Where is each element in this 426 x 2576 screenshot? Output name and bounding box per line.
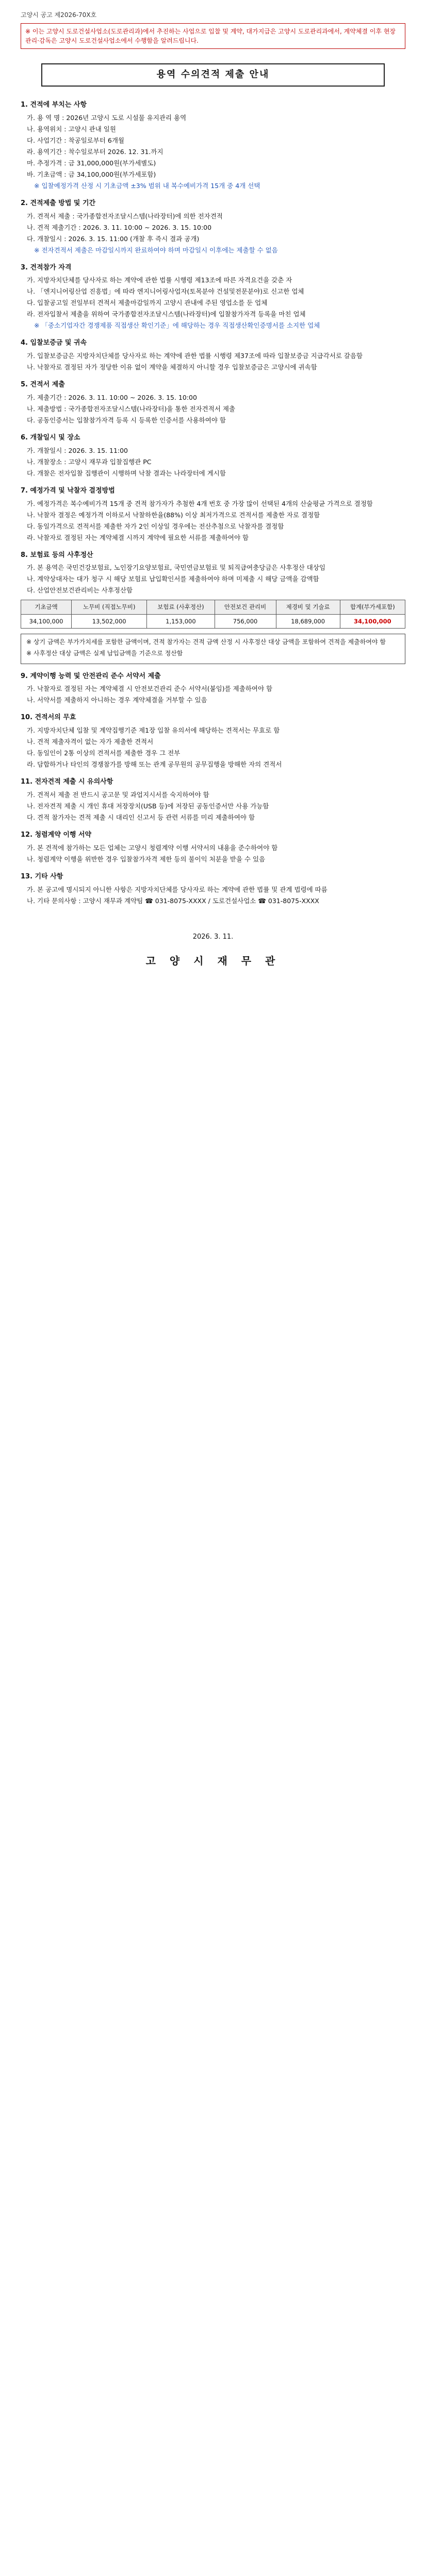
amount-header-cell: 보험료 (사후정산) xyxy=(147,600,215,614)
section-heading: 2. 견적제출 방법 및 기간 xyxy=(21,199,96,207)
section-heading: 8. 보험료 등의 사후정산 xyxy=(21,551,93,559)
section-line: 마. 추정가격 : 금 31,000,000원(부가세별도) xyxy=(27,159,156,167)
section-heading: 12. 청렴계약 이행 서약 xyxy=(21,831,92,839)
section-line: 나. 기타 문의사항 : 고양시 재무과 계약팀 ☎ 031-8075-XXXX / 도로건설사업소 ☎ 031-8075-XXXX xyxy=(27,896,319,905)
section-line: 나. 낙찰자로 결정된 자가 정당한 이유 없이 계약을 체결하지 아니할 경우 입찰보증금은 고양시에 귀속함 xyxy=(27,363,317,371)
section-line: 가. 제출기간 : 2026. 3. 11. 10:00 ~ 2026. 3. 15. 10:00 xyxy=(27,393,197,401)
section-line: 가. 지방자치단체를 당사자로 하는 계약에 관한 법률 시행령 제13조에 따른 자격요건을 갖춘 자 xyxy=(27,276,292,284)
section-line: 가. 본 공고에 명시되지 아니한 사항은 지방자치단체를 당사자로 하는 계약에 관한 법률 및 관계 법령에 따름 xyxy=(27,885,327,893)
section-line: 나. 낙찰자 결정은 예정가격 이하로서 낙찰하한율(88%) 이상 최저가격으로 견적서를 제출한 자로 결정함 xyxy=(27,511,320,519)
amount-note-box xyxy=(21,634,405,664)
section-heading: 4. 입찰보증금 및 귀속 xyxy=(21,339,87,347)
section-line: 가. 견적서 제출 전 반드시 공고문 및 과업지시서를 숙지하여야 함 xyxy=(27,790,209,799)
page-title: 용역 수의견적 제출 안내 xyxy=(41,63,385,87)
section-line: 나. 서약서를 제출하지 아니하는 경우 계약체결을 거부할 수 있음 xyxy=(27,696,207,704)
section-line: 나. 청렴계약 이행을 위반한 경우 입찰참가자격 제한 등의 불이익 처분을 받을 수 있음 xyxy=(27,855,266,863)
section-line: 다. 개찰일시 : 2026. 3. 15. 11:00 (개찰 후 즉시 결과 공개) xyxy=(27,234,200,243)
amount-cell: 756,000 xyxy=(215,614,276,628)
section-line: 나. 전자견적 제출 시 개인 휴대 저장장치(USB 등)에 저장된 공동인증서만 사용 가능함 xyxy=(27,802,269,810)
section-line: 다. 사업기간 : 착공일로부터 6개월 xyxy=(27,136,125,144)
section-line: ※ 「중소기업자간 경쟁제품 직접생산 확인기준」에 해당하는 경우 직접생산확인증명서를 소지한 업체 xyxy=(34,321,320,330)
section-line: 다. 동일가격으로 견적서를 제출한 자가 2인 이상일 경우에는 전산추첨으로 낙찰자를 결정함 xyxy=(27,522,284,530)
note-line: ※ 사후정산 대상 금액은 실제 납입금액을 기준으로 정산함 xyxy=(26,650,183,657)
section-line: 가. 본 견적에 참가하는 모든 업체는 고양시 청렴계약 이행 서약서의 내용을 준수하여야 함 xyxy=(27,843,278,852)
amount-header-cell: 제경비 및 기술료 xyxy=(276,600,340,614)
section-line: 나. 용역위치 : 고양시 관내 일원 xyxy=(27,125,116,133)
section-line: 가. 지방자치단체 입찰 및 계약집행기준 제1장 입찰 유의서에 해당하는 견적서는 무효로 함 xyxy=(27,726,280,735)
section-line: 바. 기초금액 : 금 34,100,000원(부가세포함) xyxy=(27,170,156,178)
section-line: 가. 예정가격은 복수예비가격 15개 중 견적 참가자가 추첨한 4개 번호 중 가장 많이 선택된 4개의 산술평균 가격으로 결정함 xyxy=(27,499,373,507)
amount-header-cell: 합계(부가세포함) xyxy=(340,600,405,614)
section-heading: 7. 예정가격 및 낙찰자 결정방법 xyxy=(21,486,115,495)
section-line: 가. 견적서 제출 : 국가종합전자조달시스템(나라장터)에 의한 전자견적 xyxy=(27,212,223,220)
section-line: 나. 「엔지니어링산업 진흥법」에 따라 엔지니어링사업자(토목분야 건설및전문분야)로 신고한 업체 xyxy=(27,287,304,296)
amount-header-cell: 기초금액 xyxy=(21,600,72,614)
section-heading: 10. 견적서의 무효 xyxy=(21,714,76,722)
section-line: 나. 계약상대자는 대가 청구 시 해당 보험료 납입확인서를 제출하여야 하며 미제출 시 해당 금액을 감액함 xyxy=(27,575,319,583)
amount-header-cell: 노무비 (직접노무비) xyxy=(72,600,147,614)
section-line: 나. 개찰장소 : 고양시 재무과 입찰집행관 PC xyxy=(27,457,152,466)
amount-cell: 13,502,000 xyxy=(72,614,147,628)
note-line: ※ 상기 금액은 부가가치세를 포함한 금액이며, 견적 참가자는 견적 금액 산정 시 사후정산 대상 금액을 포함하여 견적을 제출하여야 함 xyxy=(26,638,386,646)
amount-cell: 34,100,000 xyxy=(340,614,405,628)
section-line: 다. 입찰공고일 전일부터 견적서 제출마감일까지 고양시 관내에 주된 영업소를 둔 업체 xyxy=(27,299,268,307)
section-line: 가. 입찰보증금은 지방자치단체를 당사자로 하는 계약에 관한 법률 시행령 제37조에 따라 입찰보증금 지급각서로 갈음함 xyxy=(27,352,363,360)
amount-cell: 34,100,000 xyxy=(21,614,72,628)
section-line: ※ 입찰예정가격 산정 시 기초금액 ±3% 범위 내 복수예비가격 15개 중 4개 선택 xyxy=(34,181,260,190)
section-line: 다. 개찰은 전자입찰 집행관이 시행하며 낙찰 결과는 나라장터에 게시함 xyxy=(27,469,226,477)
amount-cell: 1,153,000 xyxy=(147,614,215,628)
section-line: 가. 개찰일시 : 2026. 3. 15. 11:00 xyxy=(27,446,128,454)
notice-document xyxy=(21,10,405,969)
section-line: 나. 견적 제출자격이 없는 자가 제출한 견적서 xyxy=(27,738,154,746)
section-line: 라. 전자입찰서 제출을 위하여 국가종합전자조달시스템(나라장터)에 입찰참가자격 등록을 마친 업체 xyxy=(27,310,306,318)
section-heading: 6. 개찰일시 및 장소 xyxy=(21,433,80,442)
section-line: 라. 용역기간 : 착수일로부터 2026. 12. 31.까지 xyxy=(27,147,163,156)
section-line: 나. 제출방법 : 국가종합전자조달시스템(나라장터)을 통한 전자견적서 제출 xyxy=(27,404,236,413)
section-line: ※ 전자견적서 제출은 마감일시까지 완료하여야 하며 마감일시 이후에는 제출할 수 없음 xyxy=(34,246,278,254)
section-line: 다. 산업안전보건관리비는 사후정산함 xyxy=(27,586,133,595)
section-list-2 xyxy=(21,671,405,906)
section-line: 라. 담합하거나 타인의 경쟁참가를 방해 또는 관계 공무원의 공무집행을 방해한 자의 견적서 xyxy=(27,760,282,769)
amount-table xyxy=(21,600,405,629)
red-notice-box: ※ 이는 고양시 도로건설사업소(도로관리과)에서 추진하는 사업으로 입찰 및 계약, 대가지급은 고양시 도로관리과에서, 계약체결 이후 현장 관리·감독은 고양시 도로건설사업소에서 수행함을 알려드립니다. xyxy=(21,23,405,49)
section-heading: 9. 계약이행 능력 및 안전관리 준수 서약서 제출 xyxy=(21,672,161,680)
issuer-signature: 고 양 시 재 무 관 xyxy=(145,955,281,968)
amount-cell: 18,689,000 xyxy=(276,614,340,628)
section-line: 가. 낙찰자로 결정된 자는 계약체결 시 안전보건관리 준수 서약서(붙임)를 제출하여야 함 xyxy=(27,685,273,693)
amount-table-row xyxy=(21,614,405,628)
section-line: 가. 본 용역은 국민건강보험료, 노인장기요양보험료, 국민연금보험료 및 퇴직급여충당금은 사후정산 대상임 xyxy=(27,564,325,572)
notice-number: 고양시 공고 제2026-70X호 xyxy=(21,11,97,19)
section-heading: 5. 견적서 제출 xyxy=(21,381,65,389)
section-list xyxy=(21,100,405,596)
notice-date: 2026. 3. 11. xyxy=(192,933,234,941)
section-heading: 1. 견적에 부치는 사항 xyxy=(21,100,87,109)
section-line: 다. 공동인증서는 입찰참가자격 등록 시 등록한 인증서를 사용하여야 함 xyxy=(27,416,226,424)
section-line: 다. 동일인이 2통 이상의 견적서를 제출한 경우 그 전부 xyxy=(27,749,181,757)
section-heading: 3. 견적참가 자격 xyxy=(21,263,72,272)
section-line: 라. 낙찰자로 결정된 자는 계약체결 시까지 계약에 필요한 서류를 제출하여야 함 xyxy=(27,533,249,541)
section-heading: 13. 기타 사항 xyxy=(21,872,63,880)
section-line: 가. 용 역 명 : 2026년 고양시 도로 시설물 유지관리 용역 xyxy=(27,113,187,122)
amount-table-header xyxy=(21,600,405,614)
amount-header-cell: 안전보건 관리비 xyxy=(215,600,276,614)
section-line: 다. 견적 참가자는 견적 제출 시 대리인 신고서 등 관련 서류를 미리 제출하여야 함 xyxy=(27,813,255,821)
section-heading: 11. 전자견적 제출 시 유의사항 xyxy=(21,778,113,786)
section-line: 나. 견적 제출기간 : 2026. 3. 11. 10:00 ~ 2026. 3. 15. 10:00 xyxy=(27,223,212,231)
